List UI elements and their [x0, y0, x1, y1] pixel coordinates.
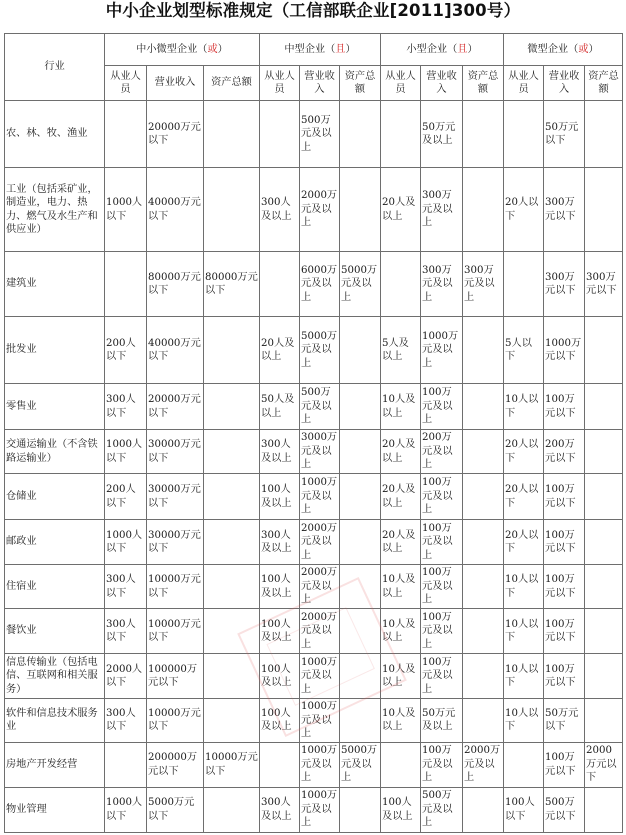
table-row [5, 101, 623, 168]
industry-cell: 房地产开发经营 [5, 742, 105, 787]
table-row [5, 168, 623, 252]
criteria-cell: 1000人以下 [105, 168, 147, 252]
criteria-cell: 300万元及以上 [421, 168, 463, 252]
criteria-cell [204, 317, 260, 384]
criteria-cell: 10000万元以下 [147, 565, 204, 609]
criteria-cell [204, 520, 260, 565]
group-label-part: （ [568, 43, 579, 55]
criteria-cell: 300人以下 [105, 384, 147, 430]
column-header: 营业收入 [300, 66, 340, 101]
criteria-cell: 2000万元及以上 [300, 520, 340, 565]
criteria-cell [204, 430, 260, 474]
criteria-cell: 100人及以上 [381, 787, 421, 832]
criteria-cell: 50人及以上 [260, 384, 300, 430]
criteria-cell [585, 609, 623, 654]
criteria-cell: 40000万元以下 [147, 317, 204, 384]
criteria-cell [585, 384, 623, 430]
group-header [381, 34, 504, 66]
page-title: 中小企业划型标准规定（工信部联企业[2011]300号） [105, 1, 521, 20]
criteria-cell: 20人以下 [504, 520, 544, 565]
criteria-cell [463, 474, 504, 520]
column-header: 营业收入 [421, 66, 463, 101]
criteria-cell [504, 101, 544, 168]
criteria-cell: 30000万元以下 [147, 474, 204, 520]
criteria-cell: 100万元以下 [544, 742, 585, 787]
criteria-cell: 100万元以下 [544, 654, 585, 699]
table-row [5, 565, 623, 609]
criteria-cell: 10000万元以下 [147, 609, 204, 654]
industry-cell: 软件和信息技术服务业 [5, 699, 105, 743]
column-header: 从业人员 [504, 66, 544, 101]
industry-cell: 批发业 [5, 317, 105, 384]
industry-header: 行业 [5, 34, 105, 101]
criteria-cell: 10人以下 [504, 699, 544, 743]
criteria-cell: 100人及以上 [260, 654, 300, 699]
criteria-cell: 300人以下 [105, 609, 147, 654]
table-row [5, 474, 623, 520]
table-row [5, 317, 623, 384]
group-label-part: 小型企业 [406, 43, 448, 55]
criteria-cell: 10000万元以下 [204, 742, 260, 787]
criteria-cell [381, 742, 421, 787]
criteria-cell: 500万元及以上 [300, 101, 340, 168]
criteria-cell [585, 317, 623, 384]
criteria-cell: 100万元及以上 [421, 609, 463, 654]
criteria-cell [463, 565, 504, 609]
criteria-cell [340, 654, 381, 699]
criteria-cell [340, 565, 381, 609]
criteria-cell [463, 520, 504, 565]
criteria-cell: 300人及以上 [260, 430, 300, 474]
group-header [105, 34, 260, 66]
criteria-cell: 10人以下 [504, 654, 544, 699]
industry-cell: 住宿业 [5, 565, 105, 609]
criteria-cell: 100万元及以上 [421, 565, 463, 609]
table-row [5, 384, 623, 430]
criteria-cell [340, 430, 381, 474]
criteria-cell [340, 699, 381, 743]
criteria-cell: 5人及以上 [381, 317, 421, 384]
column-header: 从业人员 [105, 66, 147, 101]
industry-cell: 信息传输业（包括电信、互联网和相关服务） [5, 654, 105, 699]
group-conjunction: 或 [207, 43, 218, 55]
criteria-cell: 1000万元及以上 [421, 317, 463, 384]
criteria-cell: 1000人以下 [105, 787, 147, 832]
table-row [5, 787, 623, 832]
criteria-cell [260, 252, 300, 317]
criteria-cell [260, 101, 300, 168]
criteria-cell: 20000万元以下 [147, 101, 204, 168]
criteria-cell [204, 787, 260, 832]
criteria-cell [585, 520, 623, 565]
group-label-part: 中小微型企业 [136, 43, 198, 55]
criteria-cell: 5人以下 [504, 317, 544, 384]
criteria-cell: 200人以下 [105, 317, 147, 384]
criteria-cell: 5000万元及以上 [300, 317, 340, 384]
industry-cell: 邮政业 [5, 520, 105, 565]
classification-table [4, 33, 623, 833]
industry-cell: 仓储业 [5, 474, 105, 520]
criteria-cell [585, 565, 623, 609]
criteria-cell: 2000万元及以上 [300, 609, 340, 654]
criteria-cell: 500万元及以上 [421, 787, 463, 832]
criteria-cell [585, 168, 623, 252]
criteria-cell [504, 252, 544, 317]
criteria-cell: 100万元及以上 [421, 520, 463, 565]
criteria-cell: 1000万元及以上 [300, 699, 340, 743]
criteria-cell: 10人及以上 [381, 609, 421, 654]
criteria-cell: 20人及以上 [260, 317, 300, 384]
criteria-cell [105, 101, 147, 168]
table-row [5, 699, 623, 743]
criteria-cell: 50万元以下 [544, 699, 585, 743]
column-header: 资产总额 [204, 66, 260, 101]
criteria-cell: 1000人以下 [105, 520, 147, 565]
criteria-cell [585, 787, 623, 832]
criteria-cell: 100万元以下 [544, 384, 585, 430]
criteria-cell: 1000万元以下 [544, 317, 585, 384]
criteria-cell: 100人及以上 [260, 474, 300, 520]
criteria-cell [585, 101, 623, 168]
criteria-cell: 20人以下 [504, 168, 544, 252]
column-header: 从业人员 [260, 66, 300, 101]
criteria-cell: 50万元以下 [544, 101, 585, 168]
table-row [5, 654, 623, 699]
criteria-cell [340, 474, 381, 520]
criteria-cell [340, 384, 381, 430]
criteria-cell: 200000万元以下 [147, 742, 204, 787]
criteria-cell [585, 654, 623, 699]
criteria-cell [585, 430, 623, 474]
criteria-cell: 20人及以上 [381, 168, 421, 252]
criteria-cell: 2000万元及以上 [300, 168, 340, 252]
criteria-cell: 3000万元及以上 [300, 430, 340, 474]
criteria-cell: 20人以下 [504, 430, 544, 474]
criteria-cell: 2000万元及以上 [300, 565, 340, 609]
criteria-cell: 50万元及以上 [421, 101, 463, 168]
criteria-cell [340, 520, 381, 565]
criteria-cell: 30000万元以下 [147, 520, 204, 565]
group-label-part: 中型企业 [284, 43, 326, 55]
group-label-part: （ [447, 43, 458, 55]
industry-cell: 交通运输业（不含铁路运输业） [5, 430, 105, 474]
criteria-cell [463, 787, 504, 832]
criteria-cell [260, 742, 300, 787]
criteria-cell: 300人以下 [105, 699, 147, 743]
criteria-cell: 30000万元以下 [147, 430, 204, 474]
group-label-part: 微型企业 [527, 43, 569, 55]
criteria-cell: 5000万元及以上 [340, 252, 381, 317]
industry-cell: 农、林、牧、渔业 [5, 101, 105, 168]
group-label-part: ） [217, 43, 228, 55]
criteria-cell [204, 609, 260, 654]
industry-cell: 零售业 [5, 384, 105, 430]
criteria-cell [381, 101, 421, 168]
criteria-cell [204, 101, 260, 168]
criteria-cell: 300万元及以上 [463, 252, 504, 317]
group-header [504, 34, 623, 66]
criteria-cell: 10人以下 [504, 609, 544, 654]
criteria-cell [504, 742, 544, 787]
criteria-cell [340, 168, 381, 252]
criteria-cell: 10人及以上 [381, 654, 421, 699]
criteria-cell [585, 699, 623, 743]
criteria-cell [463, 101, 504, 168]
table-row [5, 430, 623, 474]
industry-cell: 建筑业 [5, 252, 105, 317]
criteria-cell [340, 787, 381, 832]
criteria-cell: 40000万元以下 [147, 168, 204, 252]
criteria-cell: 100万元以下 [544, 609, 585, 654]
criteria-cell: 80000万元以下 [204, 252, 260, 317]
criteria-cell: 100000万元以下 [147, 654, 204, 699]
criteria-cell: 10人及以上 [381, 699, 421, 743]
criteria-cell: 20人以下 [504, 474, 544, 520]
criteria-cell [463, 699, 504, 743]
criteria-cell: 20000万元以下 [147, 384, 204, 430]
criteria-cell: 100人以下 [504, 787, 544, 832]
criteria-cell: 2000人以下 [105, 654, 147, 699]
column-header: 从业人员 [381, 66, 421, 101]
criteria-cell: 20人及以上 [381, 474, 421, 520]
criteria-cell: 300人及以上 [260, 168, 300, 252]
criteria-cell: 100万元以下 [544, 520, 585, 565]
criteria-cell [105, 252, 147, 317]
criteria-cell: 300万元以下 [585, 252, 623, 317]
table-row [5, 742, 623, 787]
criteria-cell: 300人以下 [105, 565, 147, 609]
criteria-cell: 10000万元以下 [147, 699, 204, 743]
criteria-cell [463, 317, 504, 384]
criteria-cell: 300万元以下 [544, 168, 585, 252]
criteria-cell [463, 430, 504, 474]
criteria-cell: 100万元以下 [544, 474, 585, 520]
criteria-cell: 10人以下 [504, 384, 544, 430]
column-header: 资产总额 [340, 66, 381, 101]
criteria-cell: 100人及以上 [260, 609, 300, 654]
criteria-cell: 6000万元及以上 [300, 252, 340, 317]
group-conjunction: 且 [457, 43, 468, 55]
criteria-cell: 300人及以上 [260, 520, 300, 565]
criteria-cell: 10人及以上 [381, 565, 421, 609]
criteria-cell: 5000万元以下 [147, 787, 204, 832]
group-conjunction: 或 [578, 43, 589, 55]
criteria-cell: 10人以下 [504, 565, 544, 609]
criteria-cell: 500万元以下 [544, 787, 585, 832]
industry-cell: 工业（包括采矿业，制造业，电力、热力、燃气及水生产和供应业） [5, 168, 105, 252]
criteria-cell: 20人及以上 [381, 430, 421, 474]
criteria-cell: 5000万元及以上 [340, 742, 381, 787]
criteria-cell: 1000人以下 [105, 430, 147, 474]
column-header: 资产总额 [585, 66, 623, 101]
criteria-cell [463, 609, 504, 654]
table-row [5, 252, 623, 317]
criteria-cell [204, 168, 260, 252]
criteria-cell: 20人及以上 [381, 520, 421, 565]
criteria-cell: 2000万元以下 [585, 742, 623, 787]
criteria-cell [204, 384, 260, 430]
criteria-cell: 1000万元及以上 [300, 742, 340, 787]
criteria-cell: 300人及以上 [260, 787, 300, 832]
group-label-part: （ [325, 43, 336, 55]
criteria-cell: 100万元及以上 [421, 742, 463, 787]
criteria-cell: 50万元及以上 [421, 699, 463, 743]
criteria-cell [340, 609, 381, 654]
criteria-cell: 200人以下 [105, 474, 147, 520]
criteria-cell: 100万元以下 [544, 565, 585, 609]
criteria-cell [105, 742, 147, 787]
criteria-cell: 500万元及以上 [300, 384, 340, 430]
criteria-cell: 300万元以下 [544, 252, 585, 317]
criteria-cell: 1000万元及以上 [300, 474, 340, 520]
criteria-cell: 1000万元及以上 [300, 787, 340, 832]
group-label-part: ） [588, 43, 599, 55]
criteria-cell: 100人及以上 [260, 565, 300, 609]
group-conjunction: 且 [335, 43, 346, 55]
table-row [5, 520, 623, 565]
criteria-cell [204, 474, 260, 520]
table-row [5, 609, 623, 654]
group-label-part: ） [467, 43, 478, 55]
criteria-cell: 200万元及以上 [421, 430, 463, 474]
criteria-cell [463, 384, 504, 430]
group-label-part: ） [345, 43, 356, 55]
criteria-cell: 10人及以上 [381, 384, 421, 430]
criteria-cell [204, 565, 260, 609]
group-label-part: （ [197, 43, 208, 55]
criteria-cell [585, 474, 623, 520]
criteria-cell: 1000万元及以上 [300, 654, 340, 699]
criteria-cell: 100人及以上 [260, 699, 300, 743]
criteria-cell [463, 168, 504, 252]
column-header: 营业收入 [544, 66, 585, 101]
criteria-cell [204, 654, 260, 699]
criteria-cell: 100万元及以上 [421, 474, 463, 520]
criteria-cell [463, 654, 504, 699]
criteria-cell: 2000万元及以上 [463, 742, 504, 787]
criteria-cell: 200万元以下 [544, 430, 585, 474]
industry-cell: 餐饮业 [5, 609, 105, 654]
group-header [260, 34, 381, 66]
criteria-cell [381, 252, 421, 317]
column-header: 资产总额 [463, 66, 504, 101]
criteria-cell: 100万元及以上 [421, 384, 463, 430]
column-header: 营业收入 [147, 66, 204, 101]
criteria-cell [340, 317, 381, 384]
criteria-cell: 300万元及以上 [421, 252, 463, 317]
criteria-cell: 100万元及以上 [421, 654, 463, 699]
criteria-cell: 80000万元以下 [147, 252, 204, 317]
criteria-cell [340, 101, 381, 168]
industry-cell: 物业管理 [5, 787, 105, 832]
criteria-cell [204, 699, 260, 743]
